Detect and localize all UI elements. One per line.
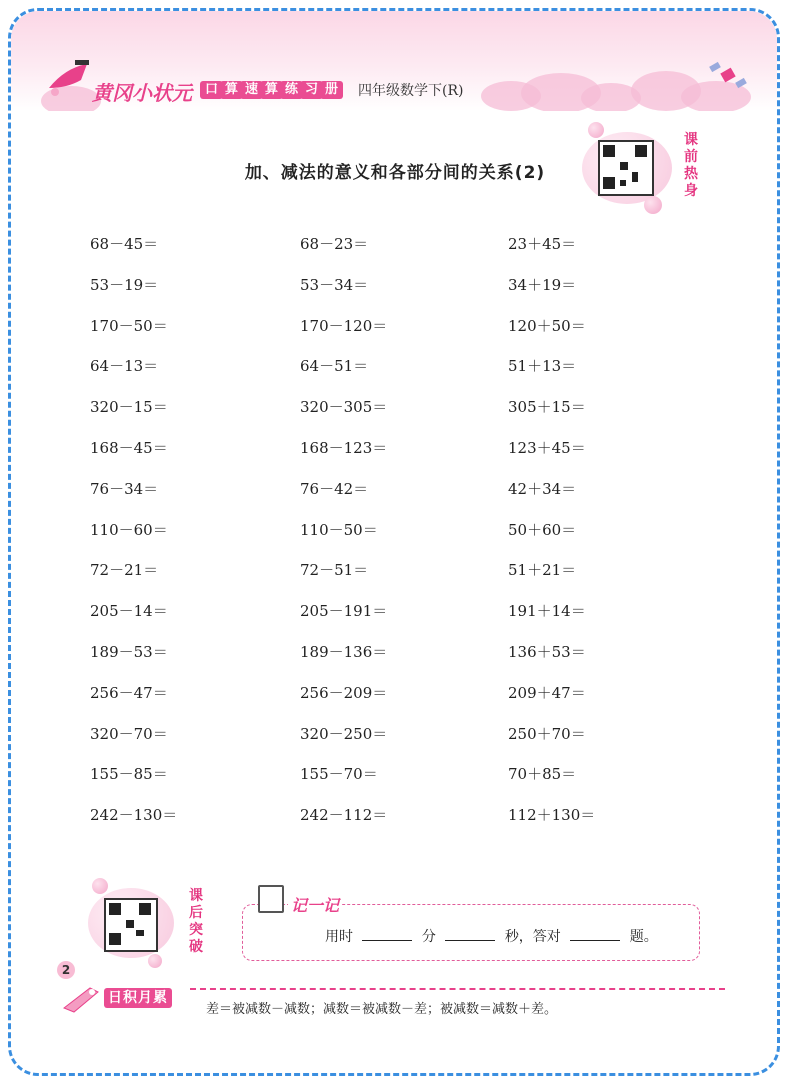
problem-item[interactable]: 68－23＝ <box>300 235 369 253</box>
problem-item[interactable]: 191＋14＝ <box>508 602 586 621</box>
series-char: 算 <box>260 81 283 99</box>
problem-item[interactable]: 305＋15＝ <box>508 398 586 417</box>
problem-item[interactable]: 68－45＝ <box>90 235 159 253</box>
record-line: 用时 分 秒，答对 题。 <box>325 929 658 945</box>
warmup-label <box>683 132 699 200</box>
problem-item[interactable]: 170－50＝ <box>90 316 168 335</box>
daily-divider <box>190 988 725 990</box>
problem-item[interactable]: 70＋85＝ <box>508 765 577 784</box>
decor-bubble <box>92 878 108 894</box>
problem-item[interactable]: 320－15＝ <box>90 398 168 417</box>
problem-item[interactable]: 155－70＝ <box>300 765 378 784</box>
problem-item[interactable]: 209＋47＝ <box>508 683 586 702</box>
label-char: 后 <box>189 905 203 921</box>
problem-item[interactable]: 189－136＝ <box>300 643 388 661</box>
problem-item[interactable]: 136＋53＝ <box>508 643 586 661</box>
label-char: 前 <box>684 149 698 165</box>
problem-item[interactable]: 242－130＝ <box>90 806 178 825</box>
decor-bubble <box>644 196 662 214</box>
label-char: 破 <box>189 939 203 955</box>
series-char: 速 <box>240 81 263 99</box>
seconds-blank[interactable] <box>445 928 495 941</box>
series-char: 习 <box>300 81 323 99</box>
problem-item[interactable]: 51＋21＝ <box>508 561 577 580</box>
series-char: 口 <box>200 81 223 99</box>
problem-item[interactable]: 64－13＝ <box>90 357 159 376</box>
daily-rule: 差＝被减数－减数；减数＝被减数－差；被减数＝减数＋差。 <box>206 1002 558 1017</box>
series-char: 册 <box>320 81 343 99</box>
problem-item[interactable]: 76－42＝ <box>300 479 369 498</box>
problem-item[interactable]: 120＋50＝ <box>508 316 586 335</box>
problem-item[interactable]: 320－305＝ <box>300 398 388 417</box>
label-char: 热 <box>684 166 698 182</box>
problem-item[interactable]: 76－34＝ <box>90 479 159 498</box>
rocket-icon <box>60 982 104 1014</box>
problem-item[interactable]: 110－50＝ <box>300 520 378 539</box>
problem-item[interactable]: 168－123＝ <box>300 439 388 457</box>
daily-label: 日积月累 <box>104 988 172 1008</box>
problem-item[interactable]: 42＋34＝ <box>508 479 577 498</box>
problem-item[interactable]: 53－34＝ <box>300 275 369 294</box>
satellite-icon <box>708 58 748 94</box>
page-title: 加、减法的意义和各部分间的关系(2) <box>244 163 546 183</box>
problem-item[interactable]: 53－19＝ <box>90 275 159 294</box>
mascot-icon <box>45 58 93 100</box>
problem-item[interactable]: 168－45＝ <box>90 439 168 457</box>
problem-item[interactable]: 34＋19＝ <box>508 275 577 294</box>
breakthrough-qr-code[interactable] <box>104 898 158 952</box>
problem-item[interactable]: 242－112＝ <box>300 806 388 825</box>
problem-item[interactable]: 170－120＝ <box>300 316 388 335</box>
problem-item[interactable]: 64－51＝ <box>300 357 369 376</box>
label-char: 突 <box>189 922 203 938</box>
problem-item[interactable]: 205－191＝ <box>300 602 388 621</box>
problem-item[interactable]: 189－53＝ <box>90 643 168 661</box>
series-char: 练 <box>280 81 303 99</box>
problem-item[interactable]: 320－70＝ <box>90 724 168 743</box>
note-heading: 记一记 <box>288 893 342 916</box>
page-number: 2 <box>57 961 75 979</box>
decor-bubble <box>148 954 162 968</box>
problem-item[interactable]: 256－47＝ <box>90 683 168 702</box>
problem-item[interactable]: 72－21＝ <box>90 561 159 580</box>
label-char: 课 <box>684 132 698 148</box>
problem-item[interactable]: 205－14＝ <box>90 602 168 621</box>
breakthrough-label <box>188 888 204 956</box>
problem-item[interactable]: 123＋45＝ <box>508 439 586 457</box>
problem-item[interactable]: 51＋13＝ <box>508 357 577 376</box>
problem-item[interactable]: 50＋60＝ <box>508 520 577 539</box>
series-char: 算 <box>220 81 243 99</box>
label-char: 课 <box>189 888 203 904</box>
notebook-pencil-icon <box>258 885 284 913</box>
problem-item[interactable]: 250＋70＝ <box>508 724 586 743</box>
problem-item[interactable]: 110－60＝ <box>90 520 168 539</box>
problem-item[interactable]: 256－209＝ <box>300 683 388 702</box>
problem-item[interactable]: 23＋45＝ <box>508 235 577 253</box>
brand-logo: 黄冈小状元 <box>92 81 192 105</box>
grade-label: 四年级数学下(R) <box>358 83 464 99</box>
label-char: 身 <box>684 183 698 199</box>
problem-item[interactable]: 155－85＝ <box>90 765 168 784</box>
minutes-blank[interactable] <box>362 928 412 941</box>
decor-bubble <box>588 122 604 138</box>
problem-item[interactable]: 72－51＝ <box>300 561 369 580</box>
warmup-qr-code[interactable] <box>598 140 654 196</box>
problem-item[interactable]: 112＋130＝ <box>508 806 596 825</box>
problem-item[interactable]: 320－250＝ <box>300 724 388 743</box>
correct-count-blank[interactable] <box>570 928 620 941</box>
